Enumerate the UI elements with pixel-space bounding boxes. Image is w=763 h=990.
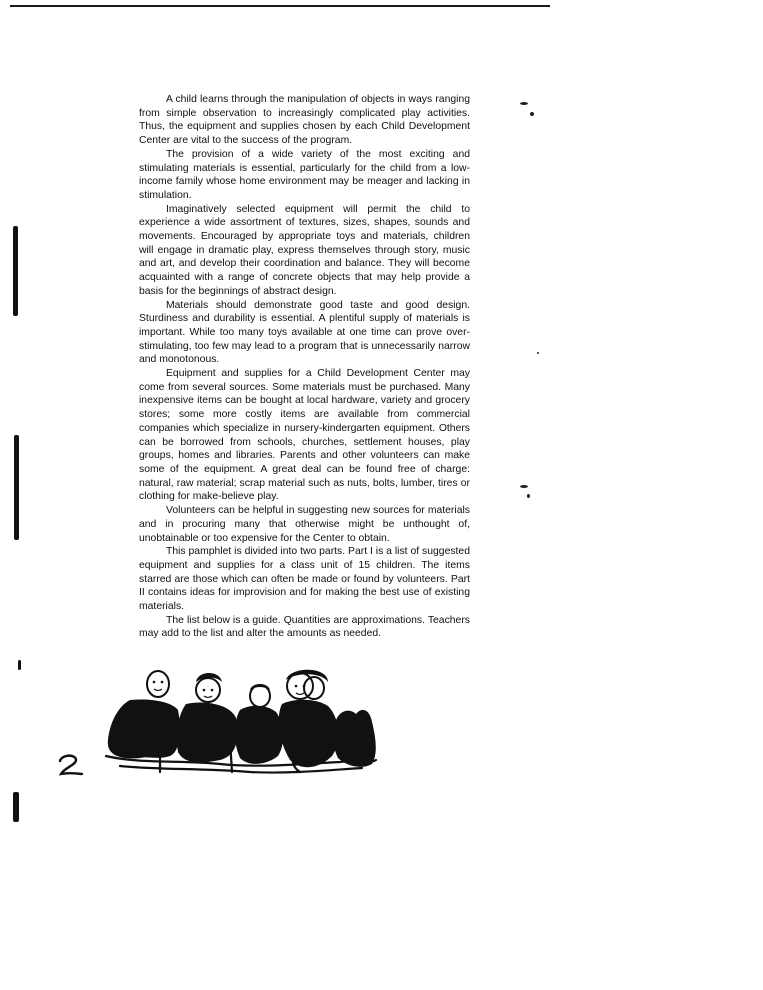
binding-mark — [14, 435, 19, 540]
paragraph: This pamphlet is divided into two parts. Part I is a list of suggested equipment and supplies for a class unit of 15 children. The items starred are those which can often be made or found by volunteers. Part II contains ideas for improvision and for making the best use of existing materials. — [139, 546, 470, 613]
paragraph: Imaginatively selected equipment will permit the child to experience a wide assortment of textures, sizes, shapes, sounds and movements. Encouraged by appropriate toys and materials, children will engage in dramatic play, express themselves through story, music and art, and develop their coordination and balance. They will become acquainted with a range of concrete objects that may help provide a basis for the beginnings of abstract design. — [139, 203, 470, 297]
page-number — [56, 752, 86, 780]
scan-speck — [530, 112, 534, 116]
paragraph: The provision of a wide variety of the most exciting and stimulating materials is essential, particularly for the child from a low-income family whose home environment may be meager and lacking in stimulation. — [139, 148, 470, 201]
body-text — [139, 93, 470, 641]
paragraph: A child learns through the manipulation of objects in ways ranging from simple observation to increasingly complicated play activities. Thus, the equipment and supplies chosen by each Child Development Center are vital to the success of the program. — [139, 94, 470, 147]
binding-mark — [18, 660, 21, 670]
paragraph: Volunteers can be helpful in suggesting new sources for materials and in procuring many that otherwise might be unthought of, unobtainable or too expensive for the Center to obtain. — [139, 505, 470, 544]
scan-speck — [520, 485, 528, 488]
paragraph: Equipment and supplies for a Child Development Center may come from several sources. Some materials must be purchased. Many inexpensive items can be bought at local hardware, variety and grocery stores; some more costly items are available from commercial companies which specialize in nursery-kindergarten equipment. Others can be borrowed from schools, churches, settlement houses, play groups, homes and libraries. Parents and other volunteers can make some of the equipment. A great deal can be found free of charge: natural, raw material; scrap material such as nuts, bolts, lumber, tires or clothing for make-believe play. — [139, 368, 470, 503]
paragraph: The list below is a guide. Quantities are approximations. Teachers may add to the list and alter the amounts as needed. — [139, 614, 470, 640]
children-drawing — [100, 660, 385, 780]
scan-speck — [527, 494, 530, 498]
scan-speck — [537, 352, 539, 354]
top-rule — [10, 5, 550, 7]
paragraph: Materials should demonstrate good taste and good design. Sturdiness and durability is essential. A plentiful supply of materials is important. While too many toys available at one time can prove over-stimulating, too few may lead to a program that is unnecessarily narrow and monotonous. — [139, 299, 470, 366]
scan-speck — [520, 102, 528, 105]
binding-mark — [13, 226, 18, 316]
binding-mark — [13, 792, 19, 822]
